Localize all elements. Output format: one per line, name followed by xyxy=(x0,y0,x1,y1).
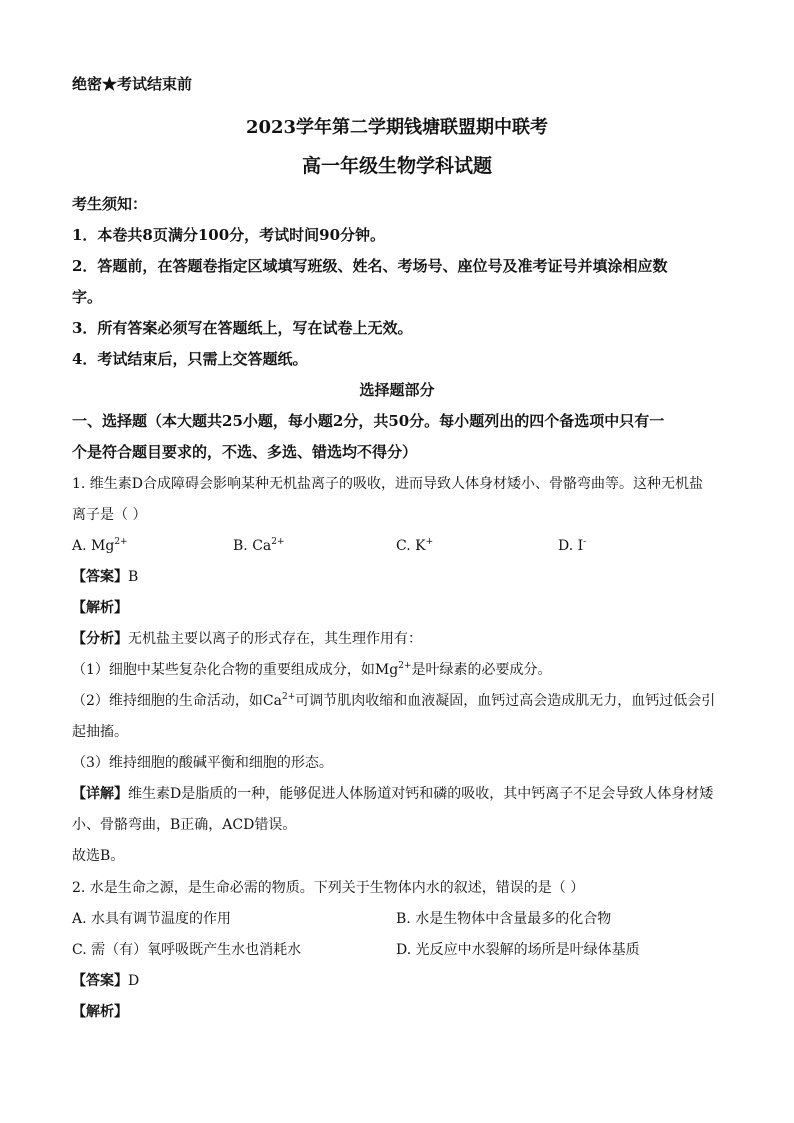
section-heading: 选择题部分 xyxy=(359,381,435,399)
note-3: 3．所有答案必须写在答题纸上，写在试卷上无效。 xyxy=(72,319,413,337)
section-intro-cont: 个是符合题目要求的，不选、多选、错选均不得分） xyxy=(72,443,418,461)
q2-option-a: A. 水具有调节温度的作用 xyxy=(72,911,232,927)
q1-conclusion: 故选B。 xyxy=(72,848,125,864)
q2-option-b: B. 水是生物体中含量最多的化合物 xyxy=(396,911,612,927)
q1-option-c: C. K+ xyxy=(396,537,434,554)
notes-heading: 考生须知： xyxy=(72,195,148,213)
q1-stem-cont: 离子是（ ） xyxy=(72,507,147,523)
section-intro: 一、选择题（本大题共25小题，每小题2分，共50分。每小题列出的四个备选项中只有一 xyxy=(72,412,665,430)
q2-answer: 【答案】D xyxy=(72,973,140,989)
q2-option-d: D. 光反应中水裂解的场所是叶绿体基质 xyxy=(396,942,640,958)
q2-option-c: C. 需（有）氧呼吸既产生水也消耗水 xyxy=(72,942,302,958)
note-1: 1．本卷共8页满分100分，考试时间90分钟。 xyxy=(72,226,386,244)
q1-point-1: （1）细胞中某些复杂化合物的重要组成成分，如$Mg^{2+}$是叶绿素的必要成分。 xyxy=(72,661,552,678)
note-2-cont: 字。 xyxy=(72,288,103,306)
q1-option-d: D. I- xyxy=(558,537,587,554)
confidential-label: 绝密★考试结束前 xyxy=(72,75,193,93)
q1-jiexi: 【解析】 xyxy=(72,600,128,616)
q1-stem: 1. 维生素D合成障碍会影响某种无机盐离子的吸收，进而导致人体身材矮小、骨骼弯曲等。这种无机盐 xyxy=(72,476,704,492)
q1-point-3: （3）维持细胞的酸碱平衡和细胞的形态。 xyxy=(72,755,333,771)
note-4: 4．考试结束后，只需上交答题纸。 xyxy=(72,350,308,368)
q1-option-a: A. $Mg^{2+}$ xyxy=(72,537,128,554)
q1-answer: 【答案】B xyxy=(72,569,139,585)
note-2: 2．答题前，在答题卷指定区域填写班级、姓名、考场号、座位号及准考证号并填涂相应数 xyxy=(72,257,668,275)
q1-fenxi: 【分析】无机盐主要以离子的形式存在，其生理作用有： xyxy=(72,631,422,647)
q1-xiangjie-cont: 小、骨骼弯曲，B正确，ACD错误。 xyxy=(72,817,297,833)
q2-stem: 2. 水是生命之源，是生命必需的物质。下列关于生物体内水的叙述，错误的是（ ） xyxy=(72,880,585,896)
q2-jiexi: 【解析】 xyxy=(72,1004,128,1020)
q1-point-2: （2）维持细胞的生命活动，如$Ca^{2+}$可调节肌肉收缩和血液凝固，血钙过高会造成肌无力，血钙过低会引 xyxy=(72,692,716,709)
q1-option-b: B. $Ca^{2+}$ xyxy=(233,537,285,554)
q1-xiangjie: 【详解】维生素D是脂质的一种，能够促进人体肠道对钙和磷的吸收，其中钙离子不足会导致人体身材矮 xyxy=(72,786,714,802)
exam-title: 2023学年第二学期钱塘联盟期中联考 xyxy=(245,117,549,138)
subject-title: 高一年级生物学科试题 xyxy=(301,155,492,177)
q1-point-2-cont: 起抽搐。 xyxy=(72,724,128,740)
